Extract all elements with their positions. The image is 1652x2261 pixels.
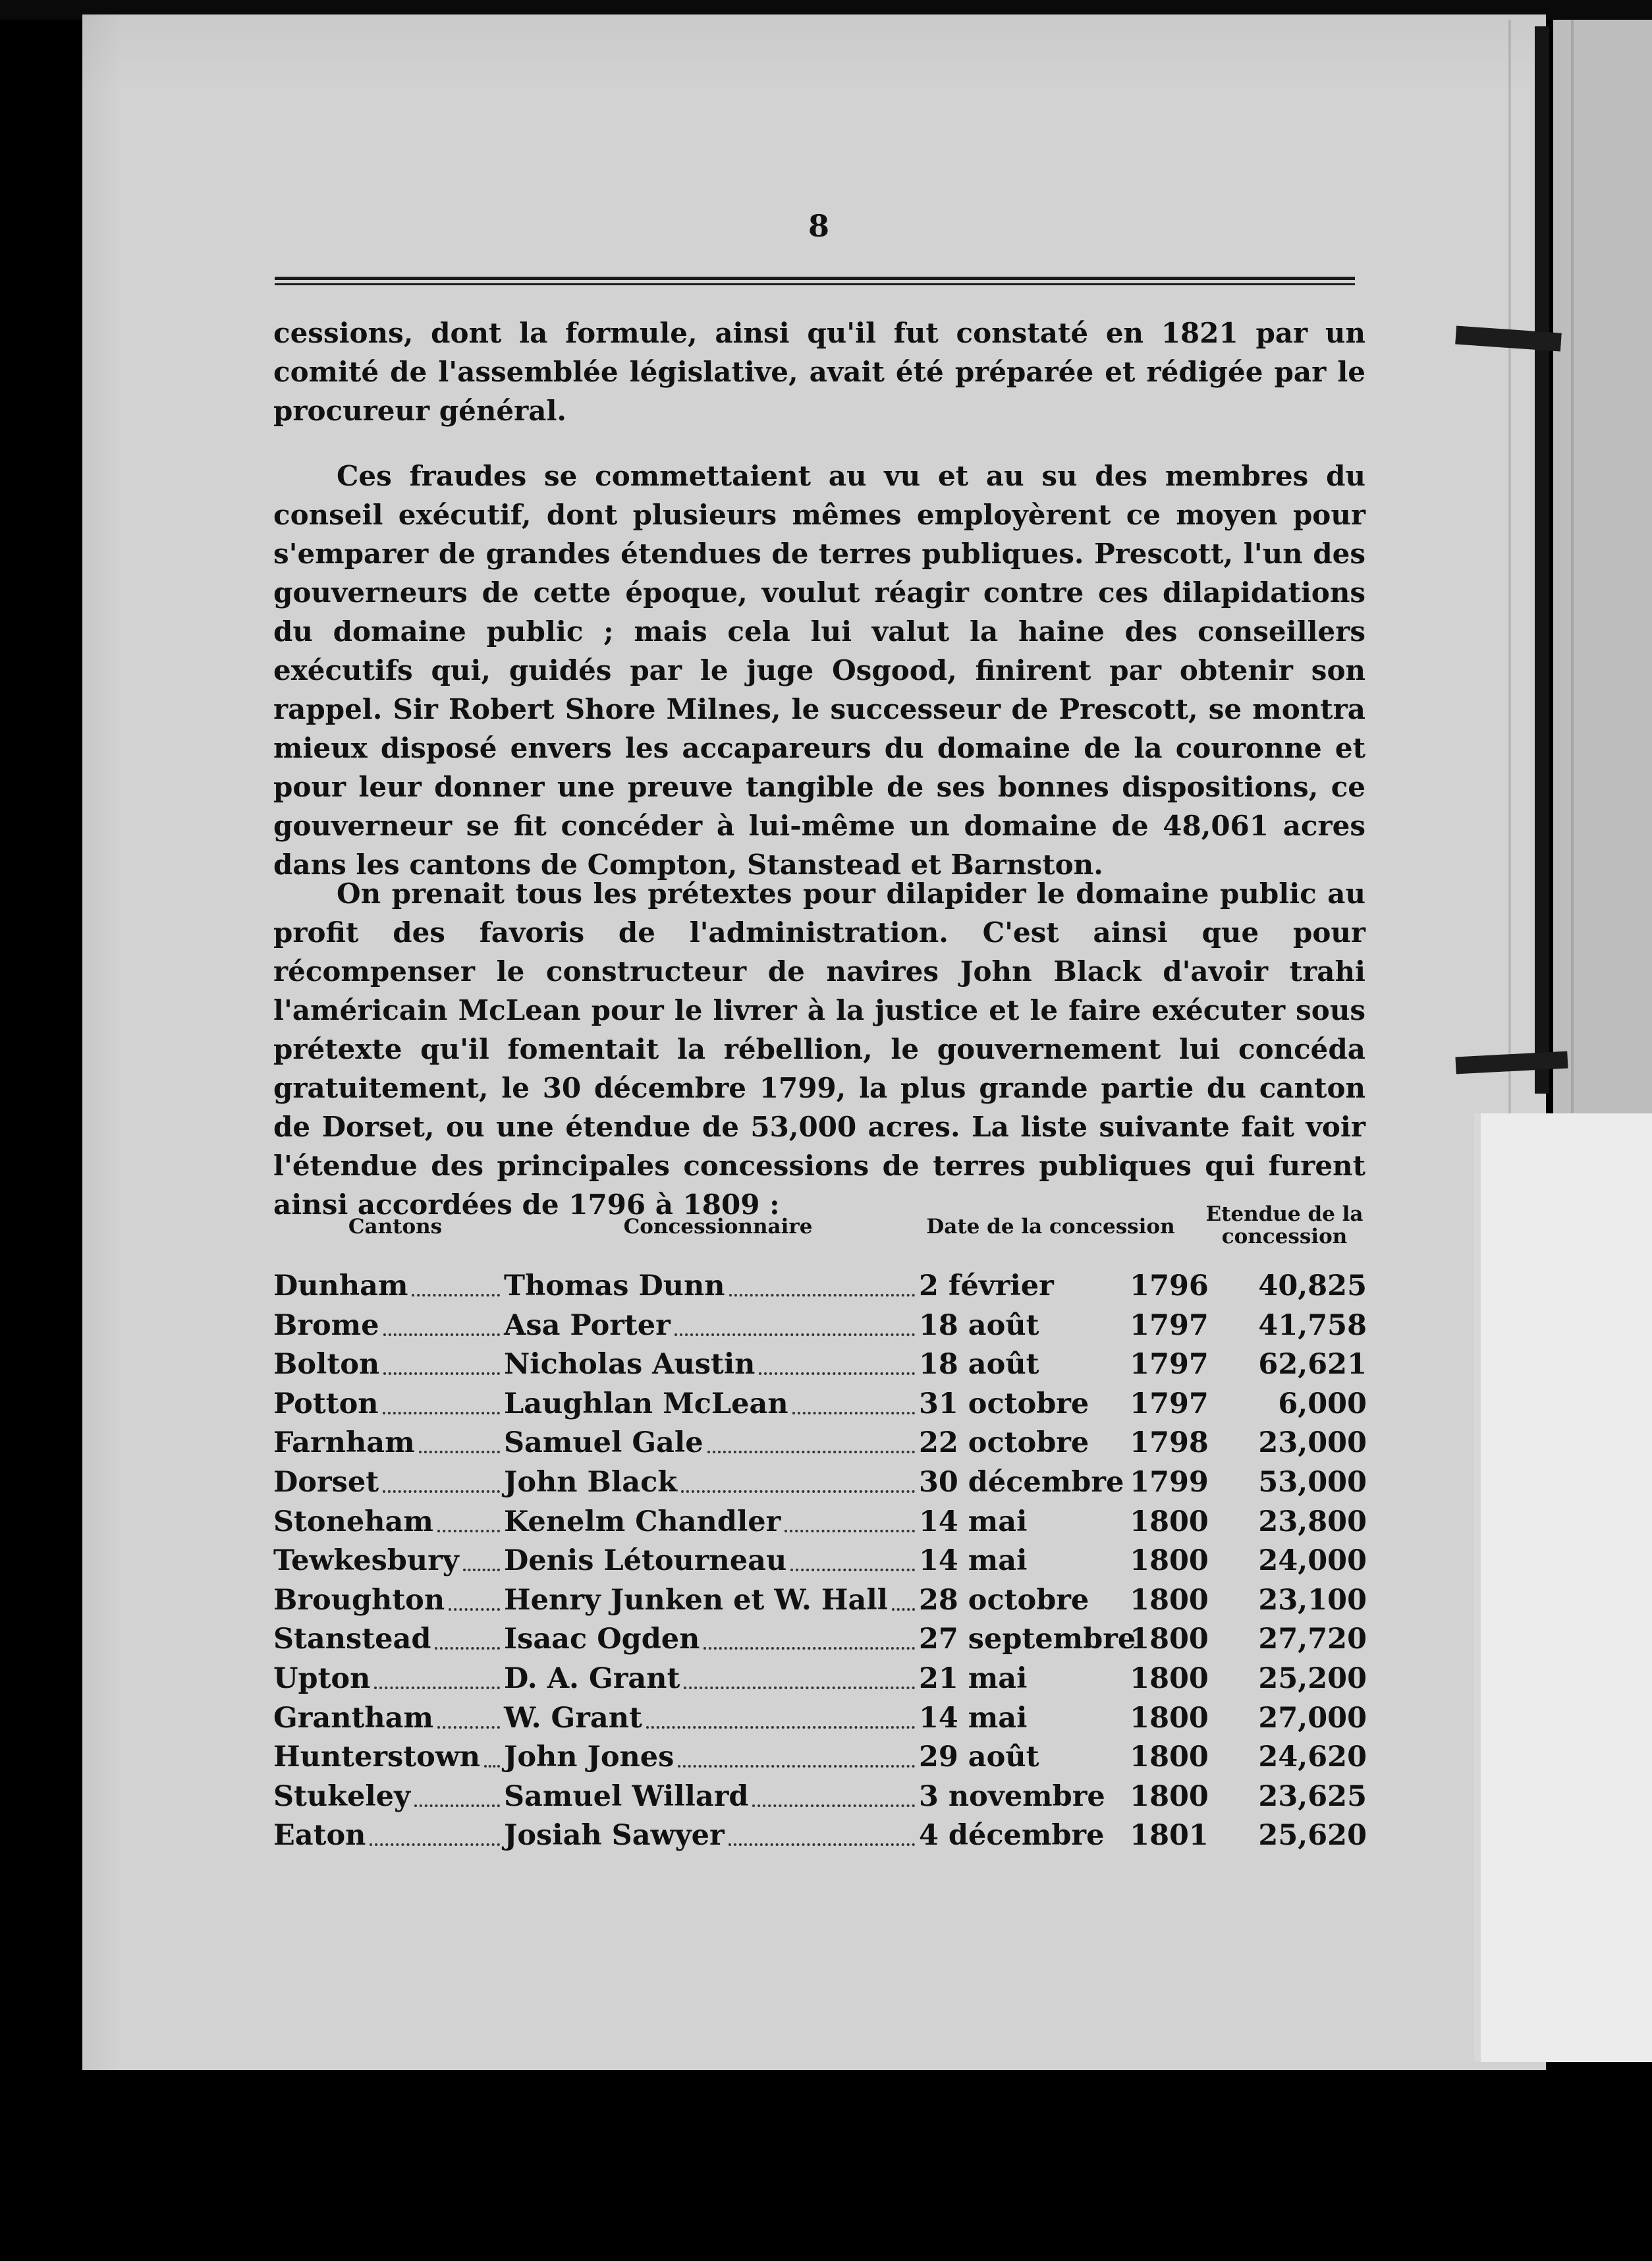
concessionnaire-cell: Kenelm Chandler	[504, 1505, 781, 1538]
acres-cell: 25,620	[1258, 1819, 1367, 1852]
year-cell: 1800	[1130, 1505, 1209, 1538]
table-row	[273, 1502, 1367, 1542]
canton-cell: Tewkesbury	[273, 1544, 459, 1577]
dot-leader	[646, 1726, 915, 1729]
date-cell: 2 février	[919, 1270, 1054, 1302]
date-cell: 14 mai	[919, 1702, 1028, 1735]
canton-cell: Broughton	[273, 1584, 445, 1617]
book-spine	[1535, 26, 1549, 1094]
dot-leader	[785, 1530, 915, 1532]
acres-cell: 25,200	[1258, 1662, 1367, 1695]
year-cell: 1798	[1130, 1426, 1209, 1459]
acres-cell: 23,000	[1258, 1426, 1367, 1459]
dot-leader	[435, 1647, 500, 1650]
dot-leader	[707, 1451, 915, 1453]
date-cell: 22 octobre	[919, 1426, 1089, 1459]
acres-cell: 27,720	[1258, 1623, 1367, 1656]
canton-cell: Eaton	[273, 1819, 366, 1852]
year-cell: 1800	[1130, 1544, 1209, 1577]
acres-cell: 23,625	[1258, 1780, 1367, 1813]
dot-leader	[678, 1765, 915, 1768]
year-cell: 1800	[1130, 1702, 1209, 1735]
date-cell: 14 mai	[919, 1544, 1028, 1577]
acres-cell: 27,000	[1258, 1702, 1367, 1735]
dot-leader	[759, 1372, 915, 1375]
date-cell: 18 août	[919, 1309, 1039, 1342]
year-cell: 1800	[1130, 1780, 1209, 1813]
concessionnaire-cell: Asa Porter	[504, 1309, 671, 1342]
acres-cell: 53,000	[1258, 1466, 1367, 1499]
dot-leader	[792, 1412, 915, 1414]
concessionnaire-cell: D. A. Grant	[504, 1662, 680, 1695]
dot-leader	[729, 1843, 915, 1846]
concessionnaire-cell: Henry Junken et W. Hall	[504, 1584, 888, 1617]
date-cell: 21 mai	[919, 1662, 1028, 1695]
dot-leader	[370, 1843, 500, 1846]
col-header-etendue-line1: Etendue de la	[1205, 1202, 1363, 1226]
year-cell: 1800	[1130, 1623, 1209, 1656]
dot-leader	[449, 1608, 500, 1611]
canton-cell: Farnham	[273, 1426, 415, 1459]
dot-leader	[752, 1804, 915, 1807]
dot-leader	[412, 1294, 500, 1297]
dot-leader	[383, 1333, 500, 1336]
paragraph-2: Ces fraudes se commettaient au vu et au su des membres du conseil exécutif, dont plusieurs mêmes employèrent ce moyen pour s'emparer de grandes étendues de terres publiques. Prescott, l'un des gouverneurs de cette époque, voulut réagir contre ces dilapidations du domaine public ; mais cela lui valut la haine des conseillers exécutifs qui, guidés par le juge Osgood, finirent par obtenir son rappel. Sir Robert Shore Milnes, le successeur de Prescott, se montra mieux disposé envers les accapareurs du domaine de la couronne et pour leur donner une preuve tangible de ses bonnes dispositions, ce gouverneur se fit concéder à lui-même un domaine de 48,061 acres dans les cantons de Compton, Stanstead et Barnston.	[273, 460, 1365, 881]
date-cell: 31 octobre	[919, 1387, 1089, 1420]
year-cell: 1800	[1130, 1741, 1209, 1773]
concessionnaire-cell: John Jones	[504, 1741, 675, 1773]
col-header-cantons: Cantons	[348, 1215, 443, 1239]
dot-leader	[681, 1490, 915, 1493]
concessionnaire-cell: Samuel Willard	[504, 1780, 749, 1813]
canton-cell: Dunham	[273, 1270, 408, 1302]
concessionnaire-cell: Thomas Dunn	[504, 1270, 725, 1302]
paper-strip	[1474, 1113, 1652, 2062]
dot-leader	[419, 1451, 500, 1453]
table-row	[273, 1463, 1367, 1502]
canton-cell: Stanstead	[273, 1623, 431, 1656]
concessionnaire-cell: Denis Létourneau	[504, 1544, 787, 1577]
canton-cell: Dorset	[273, 1466, 379, 1499]
canton-cell: Brome	[273, 1309, 379, 1342]
year-cell: 1796	[1130, 1270, 1209, 1302]
concessionnaire-cell: Josiah Sawyer	[504, 1819, 725, 1852]
canton-cell: Stukeley	[273, 1780, 411, 1813]
canton-cell: Potton	[273, 1387, 379, 1420]
acres-cell: 23,100	[1258, 1584, 1367, 1617]
dot-leader	[383, 1490, 500, 1493]
concessionnaire-cell: Nicholas Austin	[504, 1348, 756, 1381]
table-row	[273, 1266, 1367, 1306]
year-cell: 1801	[1130, 1819, 1209, 1852]
table-row	[273, 1345, 1367, 1384]
date-cell: 29 août	[919, 1741, 1039, 1773]
dot-leader	[383, 1372, 500, 1375]
paper-strip-edge	[1474, 1113, 1481, 2062]
concessionnaire-cell: Isaac Ogden	[504, 1623, 700, 1656]
concessionnaire-cell: W. Grant	[504, 1702, 642, 1735]
dot-leader	[374, 1687, 500, 1689]
canton-cell: Stoneham	[273, 1505, 433, 1538]
acres-cell: 24,000	[1258, 1544, 1367, 1577]
paragraph-1: cessions, dont la formule, ainsi qu'il fut constaté en 1821 par un comité de l'assemblée législative, avait été préparée et rédigée par le procureur général.	[273, 317, 1365, 427]
acres-cell: 41,758	[1258, 1309, 1367, 1342]
year-cell: 1797	[1130, 1309, 1209, 1342]
paragraph-3: On prenait tous les prétextes pour dilapider le domaine public au profit des favoris de l'administration. C'est ainsi que pour récompenser le constructeur de navires John Black d'avoir trahi l'américain McLean pour le livrer à la justice et le faire exécuter sous prétexte qu'il fomentait la rébellion, le gouvernement lui concéda gratuitement, le 30 décembre 1799, la plus grande partie du canton de Dorset, ou une étendue de 53,000 acres. La liste suivante fait voir l'étendue des principales concessions de terres publiques qui furent ainsi accordées de 1796 à 1809 :	[273, 878, 1365, 1221]
concessionnaire-cell: John Black	[504, 1466, 678, 1499]
page-number: 8	[808, 208, 829, 244]
dot-leader	[484, 1765, 500, 1768]
dot-leader	[892, 1608, 915, 1611]
canton-cell: Bolton	[273, 1348, 380, 1381]
acres-cell: 40,825	[1258, 1270, 1367, 1302]
acres-cell: 23,800	[1258, 1505, 1367, 1538]
col-header-concessionnaire: Concessionnaire	[623, 1215, 813, 1239]
date-cell: 18 août	[919, 1348, 1039, 1381]
canton-cell: Grantham	[273, 1702, 433, 1735]
acres-cell: 6,000	[1278, 1387, 1367, 1420]
header-rule	[275, 283, 1355, 285]
date-cell: 4 décembre	[919, 1819, 1105, 1852]
col-header-etendue	[1199, 1203, 1370, 1248]
dot-leader	[414, 1804, 500, 1807]
dot-leader	[684, 1687, 915, 1689]
concessionnaire-cell: Samuel Gale	[504, 1426, 703, 1459]
canton-cell: Hunterstown	[273, 1741, 481, 1773]
canton-cell: Upton	[273, 1662, 371, 1695]
table-row	[273, 1737, 1367, 1777]
year-cell: 1800	[1130, 1662, 1209, 1695]
year-cell: 1797	[1130, 1387, 1209, 1420]
dot-leader	[383, 1412, 500, 1414]
concessionnaire-cell: Laughlan McLean	[504, 1387, 788, 1420]
dot-leader	[703, 1647, 915, 1650]
dot-leader	[437, 1530, 500, 1532]
dot-leader	[790, 1569, 915, 1571]
dot-leader	[437, 1726, 500, 1729]
acres-cell: 62,621	[1258, 1348, 1367, 1381]
date-cell: 28 octobre	[919, 1584, 1089, 1617]
date-cell: 14 mai	[919, 1505, 1028, 1538]
dot-leader	[729, 1294, 915, 1297]
header-rule	[275, 277, 1355, 280]
table-row	[273, 1816, 1367, 1855]
acres-cell: 24,620	[1258, 1741, 1367, 1773]
table-row	[273, 1580, 1367, 1620]
year-cell: 1799	[1130, 1466, 1209, 1499]
table-row	[273, 1659, 1367, 1698]
table-row	[273, 1619, 1367, 1659]
year-cell: 1797	[1130, 1348, 1209, 1381]
table-row	[273, 1306, 1367, 1345]
year-cell: 1800	[1130, 1584, 1209, 1617]
table-row	[273, 1698, 1367, 1738]
dot-leader	[675, 1333, 915, 1336]
table-row	[273, 1777, 1367, 1816]
col-header-date: Date de la concession	[926, 1215, 1175, 1239]
date-cell: 30 décembre	[919, 1466, 1124, 1499]
date-cell: 27 septembre	[919, 1623, 1136, 1656]
dot-leader	[463, 1569, 500, 1571]
table-row	[273, 1423, 1367, 1463]
table-row	[273, 1384, 1367, 1424]
table-row	[273, 1541, 1367, 1580]
col-header-etendue-line2: concession	[1221, 1225, 1348, 1248]
date-cell: 3 novembre	[919, 1780, 1105, 1813]
